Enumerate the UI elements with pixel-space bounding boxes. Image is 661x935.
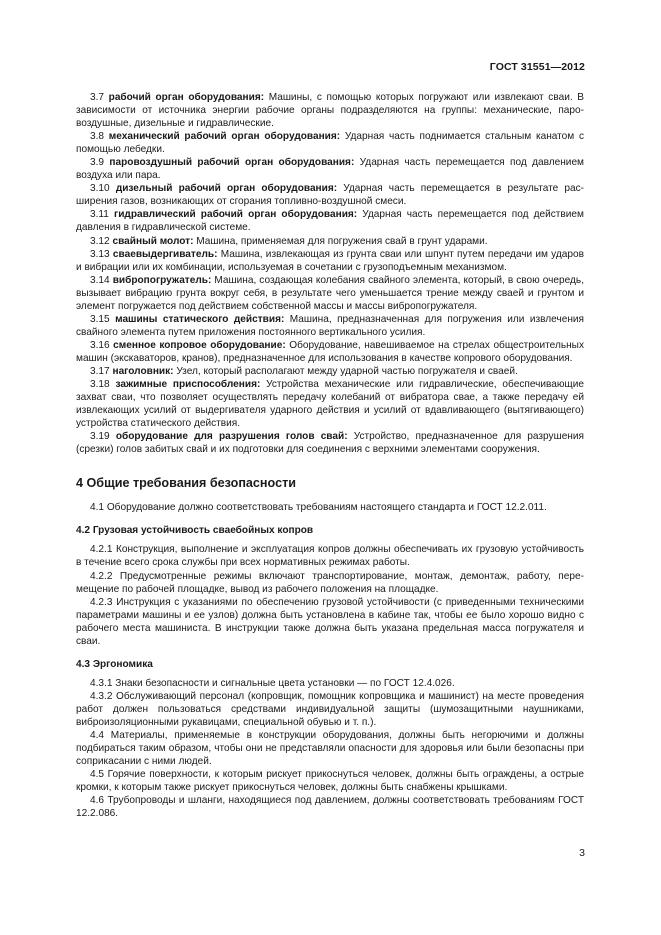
definition-paragraph xyxy=(76,274,584,313)
defined-term: гидравлический рабочий орган оборудования: xyxy=(114,209,358,221)
clause-number: 3.8 xyxy=(90,131,105,143)
clause-number: 3.7 xyxy=(90,92,105,103)
definitions-list xyxy=(76,91,584,456)
defined-term: дизельный рабочий орган оборудования: xyxy=(115,183,338,195)
paragraph-4-3-1: 4.3.1 Знаки безопасности и сигнальные цвета установки — по ГОСТ 12.4.026. xyxy=(90,677,455,689)
defined-term: свайный молот: xyxy=(112,235,194,247)
definition-text: Машина, применяемая для погружения свай в грунт ударами. xyxy=(193,235,488,247)
definition-text: Ударная часть перемещается под действием давления в гидравлической системе. xyxy=(76,209,584,234)
paragraph-4-6: 4.6 Трубопроводы и шланги, находящиеся под давлением, должны соответствовать требованиям ГОСТ 12.2.086. xyxy=(76,795,584,820)
definition-text: Машины, с помощью которых погружают или извлекают сваи. В зависимости от источника энергии рабочие органы подразделяются на группы: механические, паровоздушные, дизельные и гидравлические. xyxy=(76,92,584,130)
definition-text: Машина, предназначенная для погружения или извлечения свайного элемента путем приложения постоянного вертикального усилия. xyxy=(76,313,584,338)
clause-number: 3.13 xyxy=(90,248,110,260)
definition-text: Устройство, предназначенное для разрушения (срезки) голов забитых свай и их подготовки для соединения с верхними элементами сооружения. xyxy=(76,431,584,456)
paragraph-4-5: 4.5 Горячие поверхности, к которым рискует прикоснуться человек, должны быть ограждены, а острые кромки, к которым также рискует прикоснуться человек, должны быть снабжены крышками. xyxy=(76,769,584,794)
definition-paragraph xyxy=(76,235,584,248)
defined-term: зажимные приспособления: xyxy=(115,379,261,391)
definition-paragraph xyxy=(76,430,584,456)
defined-term: сваевыдергиватель: xyxy=(112,248,218,260)
clause-number: 3.14 xyxy=(90,274,110,286)
defined-term: сменное копровое оборудование: xyxy=(113,339,286,351)
clause-number: 3.17 xyxy=(90,365,110,377)
definition-text: Ударная часть поднимается стальным канатом с помощью лебедки. xyxy=(76,131,585,156)
paragraph-4-4: 4.4 Материалы, применяемые в конструкции оборудования, должны быть негорючими и должны подбираться таким образом, чтобы они не представляли опасности для здоровья или были безопасны при соприкасании с ними людей. xyxy=(76,730,584,768)
clause-number: 3.9 xyxy=(90,157,105,169)
paragraph-4-2-3: 4.2.3 Инструкция с указаниями по обеспечению грузовой устойчивости (с приведенными техническими параметрами машины и ее узлов) должна быть установлена в кабине так, чтобы ее было хорошо видно с рабочего места машиниста. В инструкции также должна быть указана предельная масса погружателя и сваи. xyxy=(76,596,584,647)
definition-paragraph xyxy=(76,378,584,430)
definition-paragraph xyxy=(76,130,584,156)
paragraph-4-1: 4.1 Оборудование должно соответствовать требованиям настоящего стандарта и ГОСТ 12.2.011. xyxy=(90,502,547,514)
definition-text: Ударная часть перемещается в результате расширения газов, возникающих от сгорания топливно-воздушной смеси. xyxy=(76,183,585,208)
subsection-4-2-title: 4.2 Грузовая устойчивость сваебойных копров xyxy=(76,525,314,537)
defined-term: оборудование для разрушения голов свай: xyxy=(115,431,348,443)
definition-paragraph xyxy=(76,182,584,208)
defined-term: вибропогружатель: xyxy=(112,274,212,286)
document-code-header: ГОСТ 31551—2012 xyxy=(489,61,585,73)
definition-text: Ударная часть перемещается под давлением воздуха или пара. xyxy=(76,157,584,182)
document-body xyxy=(76,91,584,820)
definition-paragraph xyxy=(76,156,584,182)
definition-paragraph xyxy=(76,339,584,365)
page-number: 3 xyxy=(579,847,585,859)
section-4-title: 4 Общие требования безопасности xyxy=(76,476,296,491)
definition-paragraph xyxy=(76,208,584,234)
subsection-4-3-title: 4.3 Эргономика xyxy=(76,658,153,670)
definition-text: Узел, который располагают между ударной частью погружателя и сваей. xyxy=(173,365,518,377)
paragraph-4-3-2: 4.3.2 Обслуживающий персонал (копровщик, помощник копровщика и машинист) на месте проведения работ должен пользоваться средствами индивидуальной защиты (шумозащитными наушниками, виброизоляционными рукавицами, специальной обувью и т. п.). xyxy=(76,690,584,728)
clause-number: 3.11 xyxy=(90,209,109,221)
definition-paragraph xyxy=(76,313,584,339)
defined-term: машины статического действия: xyxy=(115,313,285,325)
definition-text: Оборудование, навешиваемое на стрелах общестроительных машин (экскаваторов, кранов), предназначенное для использования в качестве копрового оборудования. xyxy=(76,339,584,364)
paragraph-4-2-2: 4.2.2 Предусмотренные режимы включают транспортирование, монтаж, демонтаж, работу, перемещение по рабочей площадке, вывод из рабочего положения на площадке. xyxy=(76,570,584,595)
definition-text: Машина, создающая колебания свайного элемента, который, в свою очередь, вызывает вибрацию грунта вокруг себя, в результате чего уменьшается трение между сваей и грунтом и элемент погружается под действием собственной массы и массы вибропогружателя. xyxy=(76,274,584,312)
clause-number: 3.16 xyxy=(90,339,110,351)
defined-term: наголовник: xyxy=(112,365,174,377)
paragraph-4-2-1: 4.2.1 Конструкция, выполнение и эксплуатация копров должны обеспечивать их грузовую устойчивость в течение всего срока службы при всех нормативных режимах работы. xyxy=(76,544,584,569)
clause-number: 3.18 xyxy=(90,379,110,391)
clause-number: 3.10 xyxy=(90,183,110,195)
definition-paragraph xyxy=(76,248,584,274)
definition-paragraph xyxy=(76,365,584,378)
clause-number: 3.19 xyxy=(90,431,110,443)
definition-text: Машина, извлекающая из грунта сваи или шпунт путем передачи им ударов и вибрации или их комбинации, используемая в сочетании с грузоподъемным механизмом. xyxy=(76,248,584,273)
definition-text: Устройства механические или гидравлические, обеспечивающие захват сваи, что позволяет осуществлять передачу колебаний от вибратора свае, а также передачу ей извлекающих усилий от выдергивателя ударного действия и усилий от вдавливающего (вытягивающего) устройства статического действия. xyxy=(76,379,584,430)
clause-number: 3.15 xyxy=(90,313,110,325)
clause-number: 3.12 xyxy=(90,235,110,247)
defined-term: рабочий орган оборудования: xyxy=(108,92,265,103)
defined-term: механический рабочий орган оборудования: xyxy=(108,131,341,143)
defined-term: паровоздушный рабочий орган оборудования: xyxy=(109,157,355,169)
definition-paragraph xyxy=(76,91,584,130)
